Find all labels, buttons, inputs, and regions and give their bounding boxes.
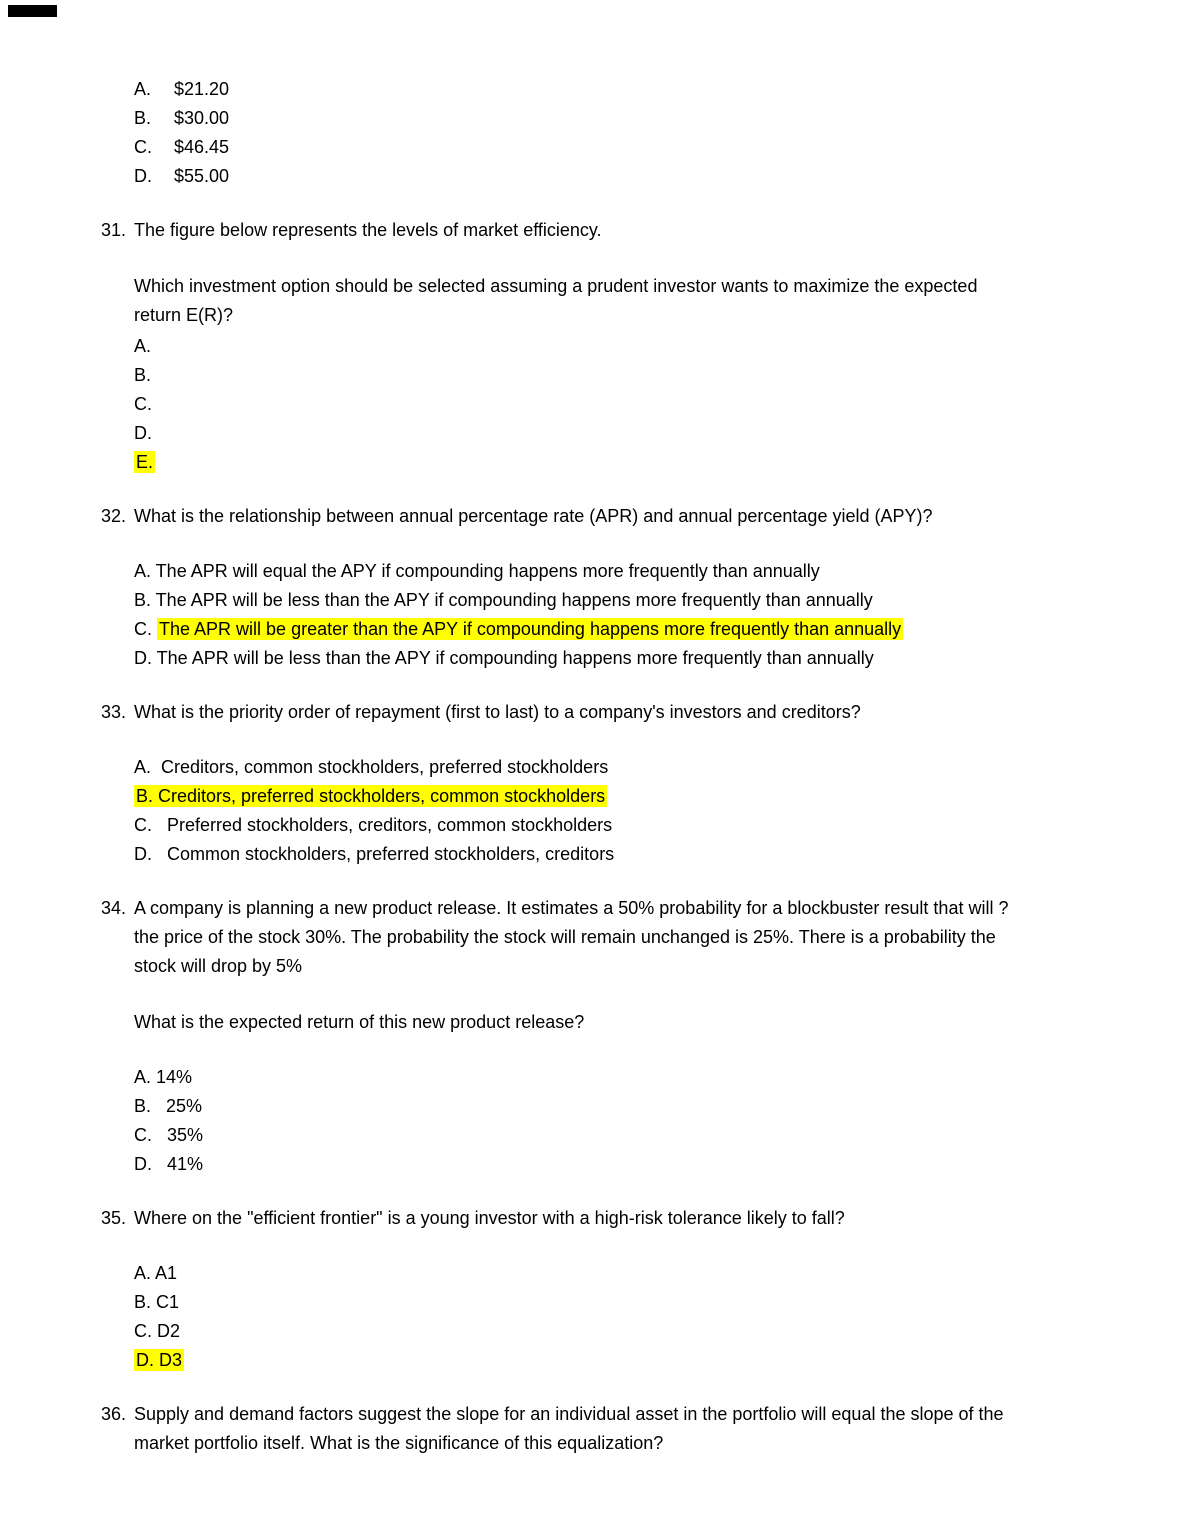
option-text: B. xyxy=(134,365,152,385)
answer-letter: B. xyxy=(134,108,152,128)
top-answers-list xyxy=(134,75,1160,191)
question-36 xyxy=(101,1400,1160,1458)
option-line xyxy=(134,644,1160,673)
question-31 xyxy=(101,216,1160,477)
option-highlight: E. xyxy=(136,452,154,472)
option-highlight: B. Creditors, preferred stockholders, common stockholders xyxy=(136,786,606,806)
option-text: C. xyxy=(134,394,152,414)
option-line xyxy=(134,1121,1160,1150)
question-text: market portfolio itself. What is the significance of this equalization? xyxy=(134,1433,664,1453)
option-line xyxy=(134,390,1160,419)
option-text: A. A1 xyxy=(134,1263,178,1283)
option-line xyxy=(134,448,1160,477)
option-text: D. The APR will be less than the APY if compounding happens more frequently than annually xyxy=(134,648,874,668)
option-text: B. 25% xyxy=(134,1096,203,1116)
option-line xyxy=(134,811,1160,840)
option-text: B. C1 xyxy=(134,1292,180,1312)
question-text: the price of the stock 30%. The probability the stock will remain unchanged is 25%. There is a probability the xyxy=(134,927,996,947)
question-number: 36. xyxy=(101,1404,127,1424)
option-line xyxy=(134,1259,1160,1288)
option-line xyxy=(134,1063,1160,1092)
option-line xyxy=(134,1288,1160,1317)
option-line xyxy=(134,840,1160,869)
option-line xyxy=(134,557,1160,586)
answer-letter: D. xyxy=(134,166,152,186)
option-line xyxy=(134,753,1160,782)
option-text: D. xyxy=(134,423,152,443)
option-line xyxy=(134,361,1160,390)
question-text: What is the relationship between annual percentage rate (APR) and annual percentage yield (APY)? xyxy=(134,506,933,526)
question-number: 34. xyxy=(101,898,127,918)
option-line xyxy=(134,782,1160,811)
option-line xyxy=(134,586,1160,615)
option-line xyxy=(134,1346,1160,1375)
answer-letter: A. xyxy=(134,79,152,99)
answer-value: $21.20 xyxy=(174,79,230,99)
question-followup xyxy=(134,272,1160,330)
option-line xyxy=(134,1317,1160,1346)
question-text: Where on the "efficient frontier" is a young investor with a high-risk tolerance likely to fall? xyxy=(134,1208,845,1228)
question-number: 32. xyxy=(101,506,127,526)
question-text: Supply and demand factors suggest the slope for an individual asset in the portfolio will equal the slope of the xyxy=(134,1404,1004,1424)
option-text: C. xyxy=(134,619,158,639)
option-line xyxy=(134,332,1160,361)
option-text: A. 14% xyxy=(134,1067,193,1087)
option-text: B. The APR will be less than the APY if compounding happens more frequently than annually xyxy=(134,590,873,610)
question-33 xyxy=(101,698,1160,869)
option-text: C. Preferred stockholders, creditors, common stockholders xyxy=(134,815,613,835)
options-list xyxy=(134,557,1160,673)
answer-value: $55.00 xyxy=(174,166,230,186)
question-number: 31. xyxy=(101,220,127,240)
answer-row xyxy=(134,162,1160,191)
answer-row xyxy=(134,133,1160,162)
option-text: C. 35% xyxy=(134,1125,204,1145)
question-number: 35. xyxy=(101,1208,127,1228)
question-text: The figure below represents the levels of market efficiency. xyxy=(134,220,602,240)
question-text: A company is planning a new product release. It estimates a 50% probability for a blockbuster result that will ? xyxy=(134,898,1009,918)
options-list xyxy=(134,753,1160,869)
followup-line: Which investment option should be selected assuming a prudent investor wants to maximize the expected xyxy=(134,276,978,296)
answer-letter: C. xyxy=(134,137,152,157)
question-34 xyxy=(101,894,1160,1179)
options-list xyxy=(134,1259,1160,1375)
answer-row xyxy=(134,104,1160,133)
answer-value: $30.00 xyxy=(174,108,230,128)
question-text: What is the priority order of repayment (first to last) to a company's investors and creditors? xyxy=(134,702,861,722)
black-mark xyxy=(8,5,57,17)
question-35 xyxy=(101,1204,1160,1375)
answer-value: $46.45 xyxy=(174,137,230,157)
option-highlight: The APR will be greater than the APY if compounding happens more frequently than annually xyxy=(159,619,902,639)
option-line xyxy=(134,1150,1160,1179)
option-line xyxy=(134,419,1160,448)
question-text: stock will drop by 5% xyxy=(134,956,303,976)
option-text: C. D2 xyxy=(134,1321,181,1341)
answer-row xyxy=(134,75,1160,104)
followup-line: return E(R)? xyxy=(134,305,234,325)
option-text: A. xyxy=(134,336,152,356)
option-text: D. 41% xyxy=(134,1154,204,1174)
option-text: A. The APR will equal the APY if compounding happens more frequently than annually xyxy=(134,561,820,581)
question-number: 33. xyxy=(101,702,127,722)
options-list xyxy=(134,332,1160,477)
option-line xyxy=(134,615,1160,644)
question-followup xyxy=(134,1008,1160,1037)
options-list xyxy=(134,1063,1160,1179)
question-32 xyxy=(101,502,1160,673)
followup-line: What is the expected return of this new product release? xyxy=(134,1012,585,1032)
option-text: D. Common stockholders, preferred stockholders, creditors xyxy=(134,844,615,864)
option-highlight: D. D3 xyxy=(136,1350,183,1370)
option-text: A. Creditors, common stockholders, preferred stockholders xyxy=(134,757,609,777)
option-line xyxy=(134,1092,1160,1121)
